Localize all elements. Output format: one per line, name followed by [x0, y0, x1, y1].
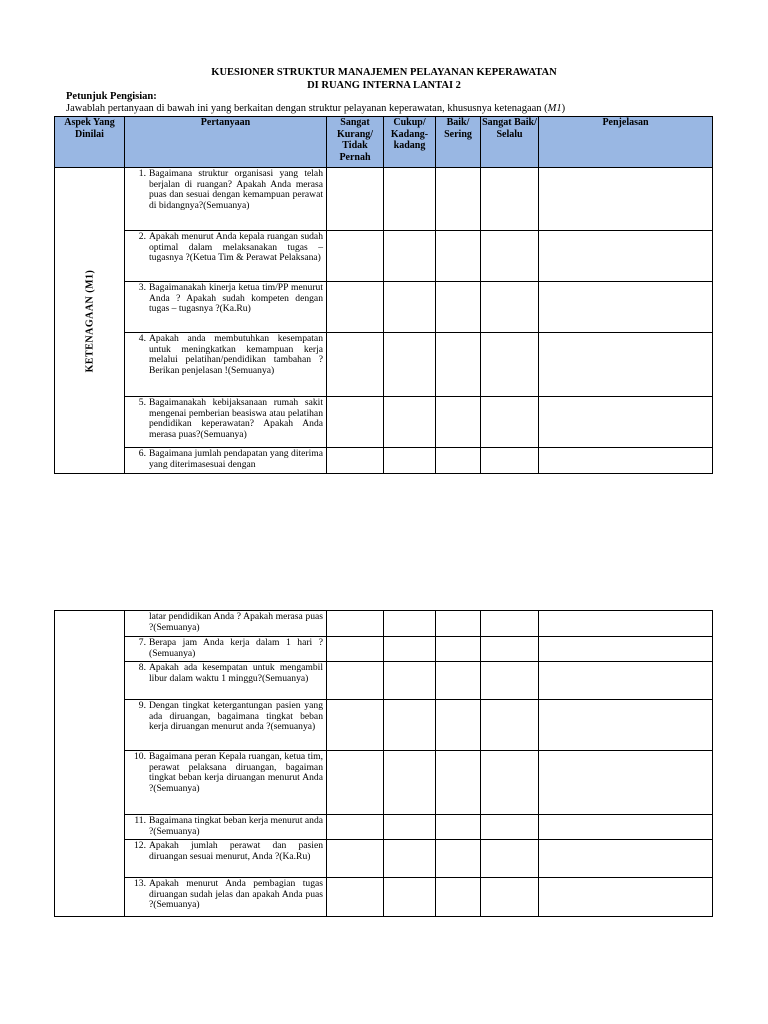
question-cell [125, 662, 327, 700]
answer-sangat-baik-cell[interactable] [481, 751, 539, 815]
header-sangat-kurang: Sangat Kurang/ Tidak Pernah [327, 117, 384, 168]
answer-penjelasan-cell[interactable] [539, 231, 713, 282]
answer-baik-cell[interactable] [436, 815, 481, 840]
question-row [55, 611, 713, 637]
answer-sangat-baik-cell[interactable] [481, 611, 539, 637]
question-number: 4. [138, 333, 146, 344]
answer-penjelasan-cell[interactable] [539, 448, 713, 474]
answer-penjelasan-cell[interactable] [539, 700, 713, 751]
question-number: 8. [138, 662, 146, 673]
answer-sangat-baik-cell[interactable] [481, 662, 539, 700]
answer-cukup-cell[interactable] [384, 662, 436, 700]
answer-sangat-baik-cell[interactable] [481, 878, 539, 917]
answer-sangat-baik-cell[interactable] [481, 840, 539, 878]
question-number: 11. [134, 815, 146, 826]
question-number: 2. [138, 231, 146, 242]
answer-cukup-cell[interactable] [384, 700, 436, 751]
answer-sangat-kurang-cell[interactable] [327, 397, 384, 448]
question-text: Bagaimana jumlah pendapatan yang diterima yang diterimasesuai dengan [149, 448, 323, 470]
instructions-label: Petunjuk Pengisian: [66, 91, 157, 102]
questionnaire-table-page1 [54, 116, 713, 474]
header-cukup: Cukup/ Kadang-kadang [384, 117, 436, 168]
answer-sangat-baik-cell[interactable] [481, 700, 539, 751]
answer-sangat-kurang-cell[interactable] [327, 282, 384, 333]
question-number: 5. [138, 397, 146, 408]
question-text: Bagaimanakah kinerja ketua tim/PP menurut Anda ? Apakah sudah kompeten dengan tugas – tugasnya ?(Ka.Ru) [149, 282, 323, 315]
answer-sangat-kurang-cell[interactable] [327, 637, 384, 662]
document-title-line2: DI RUANG INTERNA LANTAI 2 [307, 80, 461, 91]
answer-penjelasan-cell[interactable] [539, 611, 713, 637]
header-baik: Baik/ Sering [436, 117, 481, 168]
answer-cukup-cell[interactable] [384, 840, 436, 878]
question-row [55, 700, 713, 751]
answer-cukup-cell[interactable] [384, 751, 436, 815]
answer-penjelasan-cell[interactable] [539, 397, 713, 448]
question-text: Apakah ada kesempatan untuk mengambil libur dalam waktu 1 minggu?(Semuanya) [149, 662, 323, 684]
question-text: latar pendidikan Anda ? Apakah merasa puas ?(Semuanya) [149, 611, 323, 633]
answer-sangat-kurang-cell[interactable] [327, 840, 384, 878]
question-row [55, 878, 713, 917]
question-row [55, 282, 713, 333]
answer-sangat-kurang-cell[interactable] [327, 815, 384, 840]
answer-cukup-cell[interactable] [384, 611, 436, 637]
answer-baik-cell[interactable] [436, 611, 481, 637]
question-text: Bagaimanakah kebijaksanaan rumah sakit mengenai pemberian beasiswa atau pelatihan pendidikan keperawatan? Apakah Anda merasa puas?(Semuanya) [149, 397, 323, 440]
answer-sangat-kurang-cell[interactable] [327, 662, 384, 700]
question-text: Bagaimana peran Kepala ruangan, ketua tim, perawat pelaksana diruangan, bagaiman tingkat beban kerja diruangan menurut Anda ?(Semuanya) [149, 751, 323, 794]
answer-cukup-cell[interactable] [384, 282, 436, 333]
question-cell [125, 840, 327, 878]
question-number: 6. [138, 448, 146, 459]
aspek-cell [55, 611, 125, 917]
question-number: 1. [138, 168, 146, 179]
answer-baik-cell[interactable] [436, 840, 481, 878]
question-text: Apakah menurut Anda kepala ruangan sudah optimal dalam melaksanakan tugas – tugasnya ?(Ketua Tim & Perawat Pelaksana) [149, 231, 323, 264]
answer-sangat-baik-cell[interactable] [481, 637, 539, 662]
question-row [55, 168, 713, 231]
answer-baik-cell[interactable] [436, 878, 481, 917]
question-row [55, 840, 713, 878]
questionnaire-table-page2 [54, 610, 713, 917]
question-cell [125, 333, 327, 397]
question-row [55, 751, 713, 815]
answer-baik-cell[interactable] [436, 448, 481, 474]
answer-baik-cell[interactable] [436, 168, 481, 231]
answer-baik-cell[interactable] [436, 231, 481, 282]
answer-penjelasan-cell[interactable] [539, 282, 713, 333]
question-text: Apakah menurut Anda pembagian tugas diruangan sudah jelas dan apakah Anda puas ?(Semuanya) [149, 878, 323, 911]
question-text: Bagaimana struktur organisasi yang telah berjalan di ruangan? Apakah Anda merasa puas dan sesuai dengan kemampuan perawat di bidangnya?(Semuanya) [149, 168, 323, 211]
question-number: 13. [134, 878, 146, 889]
answer-sangat-kurang-cell[interactable] [327, 168, 384, 231]
answer-cukup-cell[interactable] [384, 637, 436, 662]
question-cell [125, 397, 327, 448]
question-text: Apakah jumlah perawat dan pasien diruangan sesuai menurut, Anda ?(Ka.Ru) [149, 840, 323, 862]
header-sangat-baik: Sangat Baik/ Selalu [481, 117, 539, 168]
answer-baik-cell[interactable] [436, 637, 481, 662]
answer-cukup-cell[interactable] [384, 231, 436, 282]
header-aspek: Aspek Yang Dinilai [55, 117, 125, 168]
answer-penjelasan-cell[interactable] [539, 815, 713, 840]
answer-sangat-baik-cell[interactable] [481, 333, 539, 397]
answer-sangat-kurang-cell[interactable] [327, 878, 384, 917]
answer-penjelasan-cell[interactable] [539, 333, 713, 397]
answer-sangat-kurang-cell[interactable] [327, 333, 384, 397]
question-text: Bagaimana tingkat beban kerja menurut anda ?(Semuanya) [149, 815, 323, 837]
answer-sangat-baik-cell[interactable] [481, 815, 539, 840]
answer-baik-cell[interactable] [436, 700, 481, 751]
question-cell [125, 448, 327, 474]
answer-baik-cell[interactable] [436, 282, 481, 333]
aspek-cell [55, 168, 125, 474]
question-cell [125, 751, 327, 815]
question-number: 9. [138, 700, 146, 711]
document-title-line1: KUESIONER STRUKTUR MANAJEMEN PELAYANAN KEPERAWATAN [211, 67, 557, 78]
answer-penjelasan-cell[interactable] [539, 637, 713, 662]
question-row [55, 662, 713, 700]
instructions-text: Jawablah pertanyaan di bawah ini yang berkaitan dengan struktur pelayanan keperawatan, khususnya ketenagaan (M1) [66, 103, 566, 114]
answer-cukup-cell[interactable] [384, 333, 436, 397]
answer-cukup-cell[interactable] [384, 815, 436, 840]
question-cell [125, 231, 327, 282]
question-number: 3. [138, 282, 146, 293]
answer-sangat-kurang-cell[interactable] [327, 700, 384, 751]
answer-sangat-baik-cell[interactable] [481, 448, 539, 474]
header-pertanyaan: Pertanyaan [125, 117, 327, 168]
question-cell [125, 815, 327, 840]
question-cell [125, 611, 327, 637]
question-row [55, 397, 713, 448]
question-text: Dengan tingkat ketergantungan pasien yang ada diruangan, bagaimana tingkat beban kerja diruangan menurut anda ?(semuanya) [149, 700, 323, 733]
question-row [55, 637, 713, 662]
question-cell [125, 700, 327, 751]
answer-cukup-cell[interactable] [384, 448, 436, 474]
answer-penjelasan-cell[interactable] [539, 840, 713, 878]
question-text: Apakah anda membutuhkan kesempatan untuk meningkatkan kemampuan kerja melalui pelatihan/pendidikan tambahan ? Berikan penjelasan !(Semuanya) [149, 333, 323, 376]
answer-sangat-kurang-cell[interactable] [327, 611, 384, 637]
question-number [129, 612, 149, 633]
answer-penjelasan-cell[interactable] [539, 168, 713, 231]
question-row [55, 231, 713, 282]
answer-sangat-kurang-cell[interactable] [327, 448, 384, 474]
question-number: 12. [134, 840, 146, 851]
answer-cukup-cell[interactable] [384, 878, 436, 917]
answer-penjelasan-cell[interactable] [539, 751, 713, 815]
question-cell [125, 168, 327, 231]
answer-sangat-kurang-cell[interactable] [327, 751, 384, 815]
header-penjelasan: Penjelasan [539, 117, 713, 168]
answer-sangat-baik-cell[interactable] [481, 231, 539, 282]
answer-penjelasan-cell[interactable] [539, 662, 713, 700]
question-cell [125, 282, 327, 333]
answer-sangat-baik-cell[interactable] [481, 282, 539, 333]
answer-cukup-cell[interactable] [384, 168, 436, 231]
question-row [55, 815, 713, 840]
answer-baik-cell[interactable] [436, 751, 481, 815]
answer-baik-cell[interactable] [436, 397, 481, 448]
answer-baik-cell[interactable] [436, 662, 481, 700]
question-number: 10. [134, 751, 146, 762]
question-cell [125, 637, 327, 662]
answer-sangat-kurang-cell[interactable] [327, 231, 384, 282]
answer-sangat-baik-cell[interactable] [481, 397, 539, 448]
aspek-label: KETENAGAAN (M1) [84, 269, 95, 372]
question-row [55, 333, 713, 397]
answer-cukup-cell[interactable] [384, 397, 436, 448]
answer-penjelasan-cell[interactable] [539, 878, 713, 917]
question-text: Berapa jam Anda kerja dalam 1 hari ?(Semuanya) [149, 637, 323, 659]
question-cell [125, 878, 327, 917]
answer-sangat-baik-cell[interactable] [481, 168, 539, 231]
question-number: 7. [138, 637, 146, 648]
question-row [55, 448, 713, 474]
answer-baik-cell[interactable] [436, 333, 481, 397]
